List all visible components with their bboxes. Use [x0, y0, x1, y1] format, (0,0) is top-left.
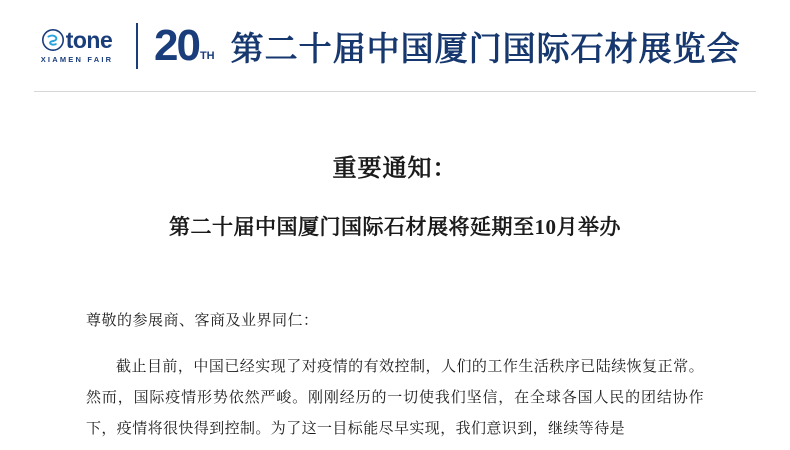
logo-main	[42, 26, 113, 53]
anniversary-mark	[154, 20, 215, 70]
logo-wordmark: tone	[65, 26, 113, 53]
stone-s-icon	[42, 29, 64, 51]
anniversary-number: 20	[154, 20, 199, 70]
document-body	[0, 148, 790, 445]
event-header-banner	[0, 0, 790, 92]
logo-subtitle: XIAMEN FAIR	[40, 54, 114, 64]
salutation: 尊敬的参展商、客商及业界同仁：	[86, 313, 319, 329]
page-title: 第二十届中国厦门国际石材展览会	[230, 31, 741, 68]
header-divider	[136, 23, 138, 69]
body-paragraph-1: 截止目前，中国已经实现了对疫情的有效控制，人们的工作生活秩序已陆续恢复正常。然而，国际疫情形势依然严峻。刚刚经历的一切使我们坚信，在全球各国人民的团结协作下，疫情将很快得到控制。为了这一目标能尽早实现，我们意识到，继续等待是	[86, 359, 704, 437]
anniversary-suffix: TH	[199, 50, 215, 63]
notice-title: 重要通知：	[332, 156, 458, 182]
stone-xiamen-fair-logo	[34, 26, 120, 64]
notice-subtitle: 第二十届中国厦门国际石材展将延期至10月举办	[169, 215, 621, 239]
